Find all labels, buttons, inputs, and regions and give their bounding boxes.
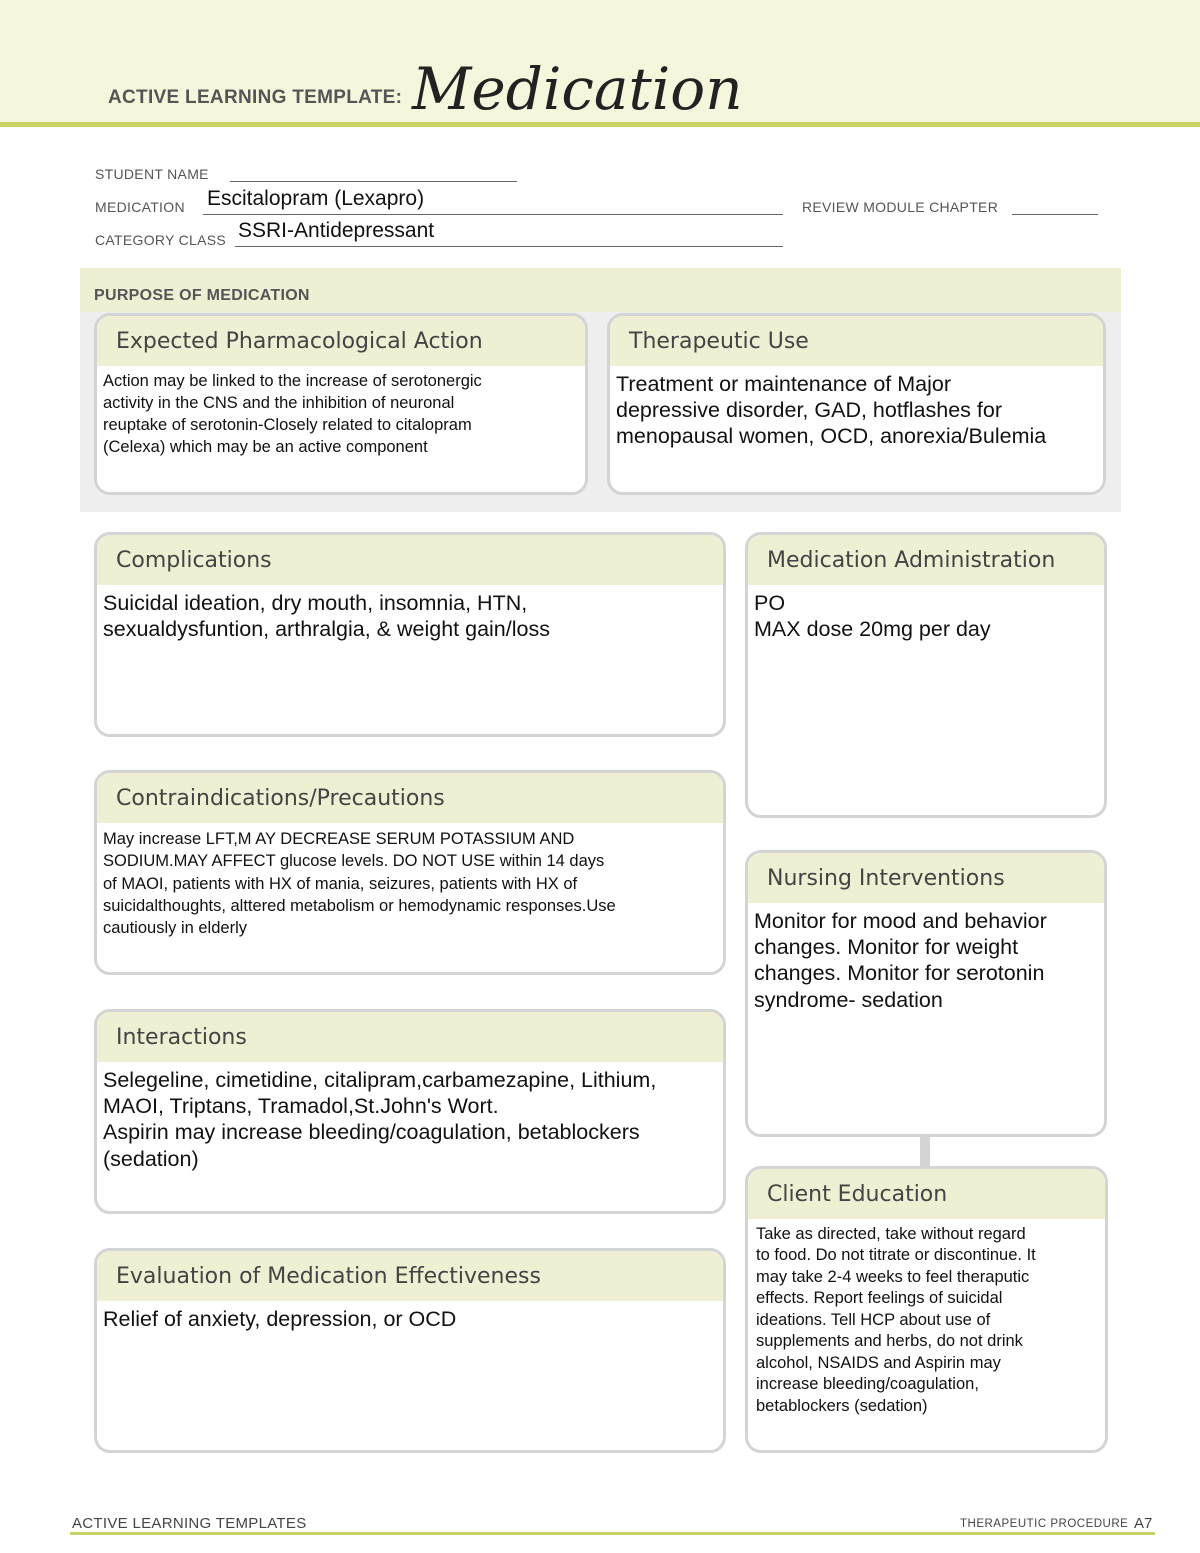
page-title: Medication <box>412 55 743 123</box>
client-education-title: Client Education <box>748 1169 1105 1219</box>
column-connector <box>920 1136 930 1166</box>
complications-text[interactable]: Suicidal ideation, dry mouth, insomnia, HTN, sexualdysfuntion, arthralgia, & weight gain/loss <box>103 591 550 642</box>
interactions-text[interactable]: Selegeline, cimetidine, citalipram,carbamezapine, Lithium, MAOI, Triptans, Tramadol,St.John's Wort. Aspirin may increase bleeding/coagulation, betablockers (sedation) <box>103 1068 657 1171</box>
purpose-label: PURPOSE OF MEDICATION <box>94 287 310 304</box>
complications-box <box>94 532 726 737</box>
administration-text[interactable]: PO MAX dose 20mg per day <box>754 591 991 642</box>
review-module-label: REVIEW MODULE CHAPTER <box>802 199 999 215</box>
therapeutic-use-text[interactable]: Treatment or maintenance of Major depressive disorder, GAD, hotflashes for menopausal women, OCD, anorexia/Bulemia <box>616 372 1047 449</box>
footer-right-text: THERAPEUTIC PROCEDURE <box>960 1518 1129 1530</box>
expected-action-box <box>94 313 588 495</box>
therapeutic-use-title: Therapeutic Use <box>610 316 1103 366</box>
medication-label: MEDICATION <box>95 199 185 215</box>
medication-field[interactable]: Escitalopram (Lexapro) <box>207 187 425 210</box>
evaluation-box <box>94 1248 726 1453</box>
footer-divider <box>70 1532 1155 1535</box>
medication-underline <box>203 214 783 215</box>
complications-title: Complications <box>97 535 723 585</box>
expected-action-text[interactable]: Action may be linked to the increase of serotonergic activity in the CNS and the inhibition of neuronal reuptake of serotonin-Closely related to citalopram (Celexa) which may be an active component <box>103 372 482 456</box>
contraindications-box <box>94 770 726 975</box>
category-class-field[interactable]: SSRI-Antidepressant <box>238 219 435 242</box>
contraindications-title: Contraindications/Precautions <box>97 773 723 823</box>
category-class-label: CATEGORY CLASS <box>95 232 227 248</box>
client-education-box <box>745 1166 1108 1453</box>
footer-left-text: ACTIVE LEARNING TEMPLATES <box>72 1515 307 1532</box>
student-name-underline <box>230 181 517 182</box>
administration-box <box>745 532 1107 818</box>
expected-action-title: Expected Pharmacological Action <box>97 316 585 366</box>
administration-title: Medication Administration <box>748 535 1104 585</box>
nursing-interventions-title: Nursing Interventions <box>748 853 1104 903</box>
nursing-interventions-text[interactable]: Monitor for mood and behavior changes. Monitor for weight changes. Monitor for serotonin syndrome- sedation <box>754 909 1047 1012</box>
evaluation-text[interactable]: Relief of anxiety, depression, or OCD <box>103 1307 457 1331</box>
template-label: ACTIVE LEARNING TEMPLATE: <box>108 87 403 108</box>
page-number: A7 <box>1134 1515 1153 1532</box>
client-education-text[interactable]: Take as directed, take without regard to food. Do not titrate or discontinue. It may take 2-4 weeks to feel theraputic effects. Report feelings of suicidal ideations. Tell HCP about use of supplements and herbs, do not drink alcohol, NSAIDS and Aspirin may increase bleeding/coagulation, betablockers (sedation) <box>756 1225 1036 1415</box>
interactions-title: Interactions <box>97 1012 723 1062</box>
review-module-underline <box>1012 214 1098 215</box>
interactions-box <box>94 1009 726 1214</box>
therapeutic-use-box <box>607 313 1106 495</box>
category-class-underline <box>235 246 783 247</box>
contraindications-text[interactable]: May increase LFT,M AY DECREASE SERUM POTASSIUM AND SODIUM.MAY AFFECT glucose levels. DO NOT USE within 14 days of MAOI, patients with HX of mania, seizures, patients with HX of suicidalthoughts, alttered metabolism or hemodynamic responses.Use cautiously in elderly <box>103 830 616 938</box>
evaluation-title: Evaluation of Medication Effectiveness <box>97 1251 723 1301</box>
nursing-interventions-box <box>745 850 1107 1137</box>
student-name-label: STUDENT NAME <box>95 166 209 182</box>
